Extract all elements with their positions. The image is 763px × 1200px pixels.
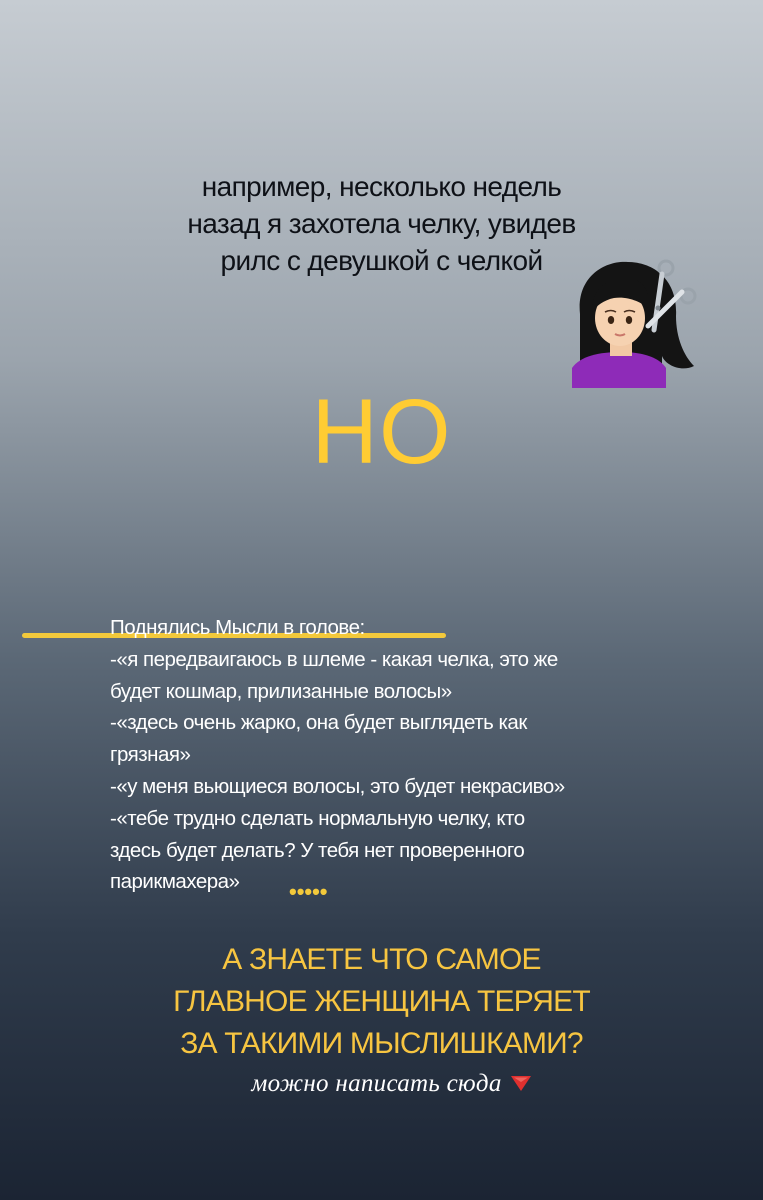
thought-line: -«у меня вьющиеся волосы, это будет некрасиво» [110, 774, 565, 798]
ellipsis-dots: ••••• [289, 879, 328, 904]
thought-line: -«здесь очень жарко, она будет выглядеть как [110, 711, 527, 735]
thoughts-block [110, 612, 670, 898]
cta-line-2: ГЛАВНОЕ ЖЕНЩИНА ТЕРЯЕТ [173, 985, 590, 1018]
write-here-text[interactable]: можно написать сюда [251, 1070, 502, 1097]
thought-line: здесь будет делать? У тебя нет проверенного [110, 838, 525, 862]
intro-line-1: например, несколько недель [201, 171, 562, 202]
write-here-prompt[interactable] [0, 1067, 763, 1101]
cta-line-3: ЗА ТАКИМИ МЫСЛИШКАМИ? [180, 1027, 583, 1060]
intro-line-2: назад я захотела челку, увидев [187, 208, 576, 239]
cta-line-1: А ЗНАЕТЕ ЧТО САМОЕ [222, 943, 541, 976]
thought-line: -«я передваигаюсь в шлеме - какая челка, это же [110, 647, 558, 671]
thoughts-heading: Поднялись Мысли в голове: [110, 616, 365, 639]
cta-question [0, 939, 763, 1065]
thought-line: парикмахера» [110, 870, 240, 894]
red-triangle-down-icon [510, 1074, 532, 1092]
woman-getting-haircut-icon [566, 256, 702, 390]
thought-line: грязная» [110, 743, 191, 767]
but-heading: НО [311, 381, 452, 483]
thought-line: будет кошмар, прилизанные волосы» [110, 679, 452, 703]
intro-line-3: рилс с девушкой с челкой [220, 245, 543, 276]
thought-line: -«тебе трудно сделать нормальную челку, кто [110, 806, 525, 830]
